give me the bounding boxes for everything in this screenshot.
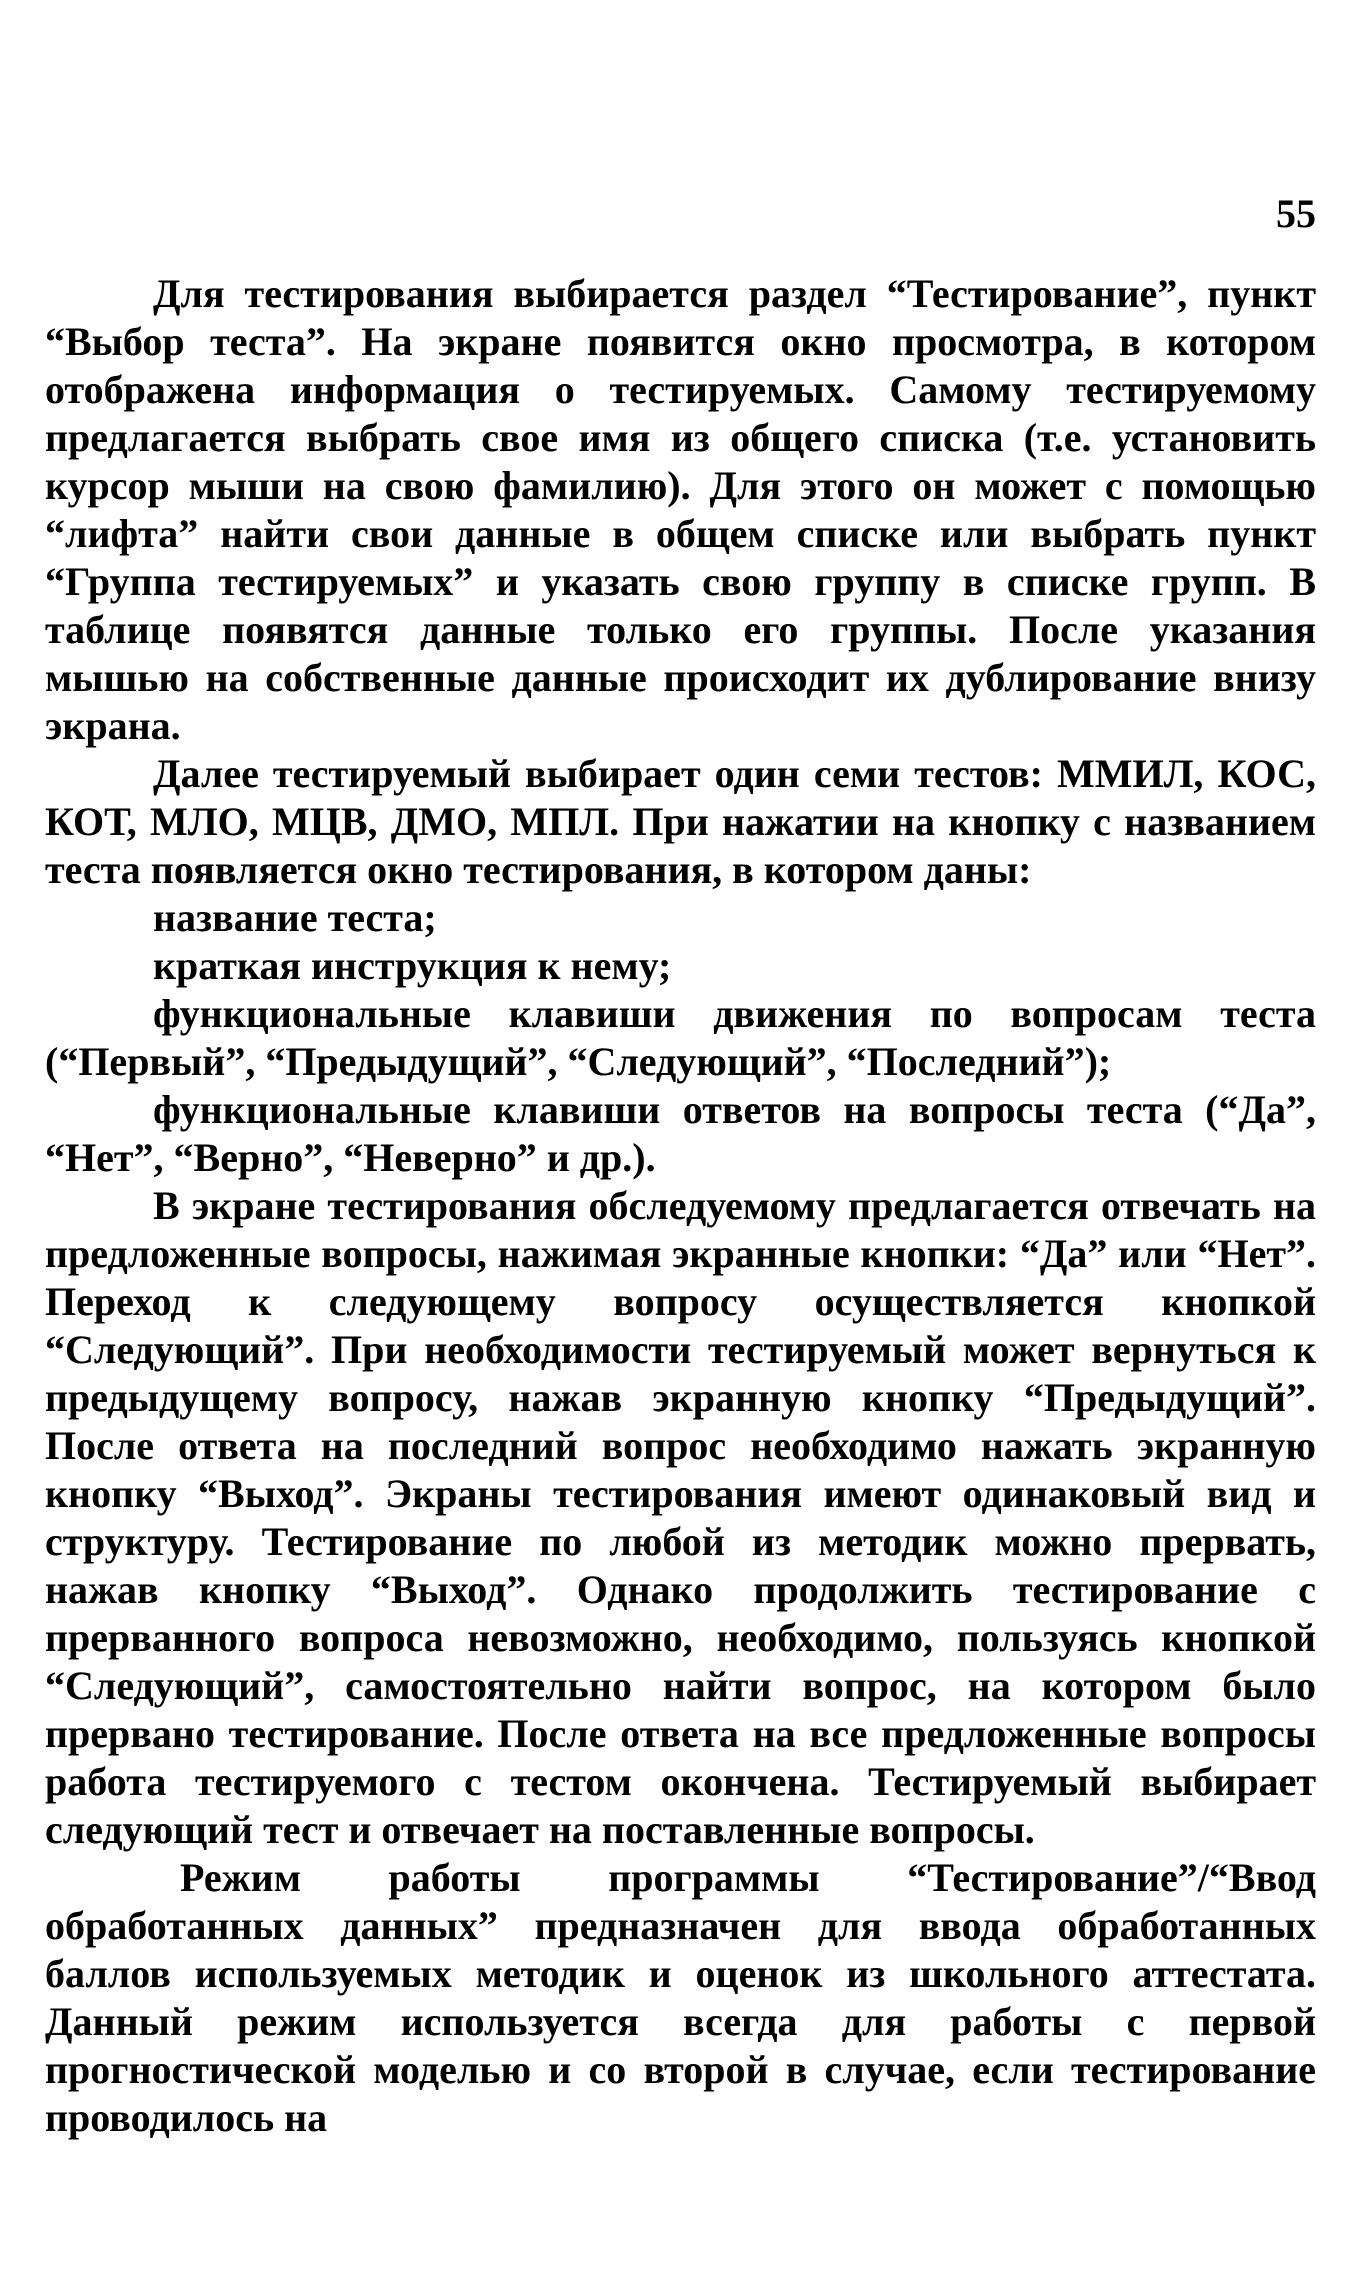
list-item: название теста; bbox=[153, 895, 437, 940]
list-item: функциональные клавиши движения по вопросам теста (“Первый”, “Предыдущий”, “Следующий”, “Последний”); bbox=[45, 991, 1316, 1084]
list-item: функциональные клавиши ответов на вопросы теста (“Да”, “Нет”, “Верно”, “Неверно” и др.). bbox=[45, 1087, 1316, 1180]
paragraph: В экране тестирования обследуемому предлагается отвечать на предложенные вопросы, нажимая экранные кнопки: “Да” или “Нет”. Переход к следующему вопросу осуществляется кнопкой “Следующий”. При необходимости тестируемый может вернуться к предыдущему вопросу, нажав экранную кнопку “Предыдущий”. После ответа на последний вопрос необходимо нажать экранную кнопку “Выход”. Экраны тестирования имеют одинаковый вид и структуру. Тестирование по любой из методик можно прервать, нажав кнопку “Выход”. Однако продолжить тестирование с прерванного вопроса невозможно, необходимо, пользуясь кнопкой “Следующий”, самостоятельно найти вопрос, на котором было прервано тестирование. После ответа на все предложенные вопросы работа тестируемого с тестом окончена. Тестируемый выбирает следующий тест и отвечает на поставленные вопросы. bbox=[45, 1183, 1316, 1852]
paragraph: Режим работы программы “Тестирование”/“Ввод обработанных данных” предназначен для ввода обработанных баллов используемых методик и оценок из школьного аттестата. Данный режим используется всегда для работы с первой прогностической моделью и со второй в случае, если тестирование проводилось на bbox=[45, 1855, 1316, 2140]
paragraph: Далее тестируемый выбирает один семи тестов: ММИЛ, КОС, КОТ, МЛО, МЦВ, ДМО, МПЛ. При нажатии на кнопку с названием теста появляется окно тестирования, в котором даны: bbox=[45, 751, 1316, 892]
list-item: краткая инструкция к нему; bbox=[153, 943, 672, 988]
page-number: 55 bbox=[1276, 191, 1316, 236]
body-text bbox=[45, 270, 1316, 2142]
paragraph: Для тестирования выбирается раздел “Тестирование”, пункт “Выбор теста”. На экране появится окно просмотра, в котором отображена информация о тестируемых. Самому тестируемому предлагается выбрать свое имя из общего списка (т.е. установить курсор мыши на свою фамилию). Для этого он может с помощью “лифта” найти свои данные в общем списке или выбрать пункт “Группа тестируемых” и указать свою группу в списке групп. В таблице появятся данные только его группы. После указания мышью на собственные данные происходит их дублирование внизу экрана. bbox=[45, 271, 1316, 748]
